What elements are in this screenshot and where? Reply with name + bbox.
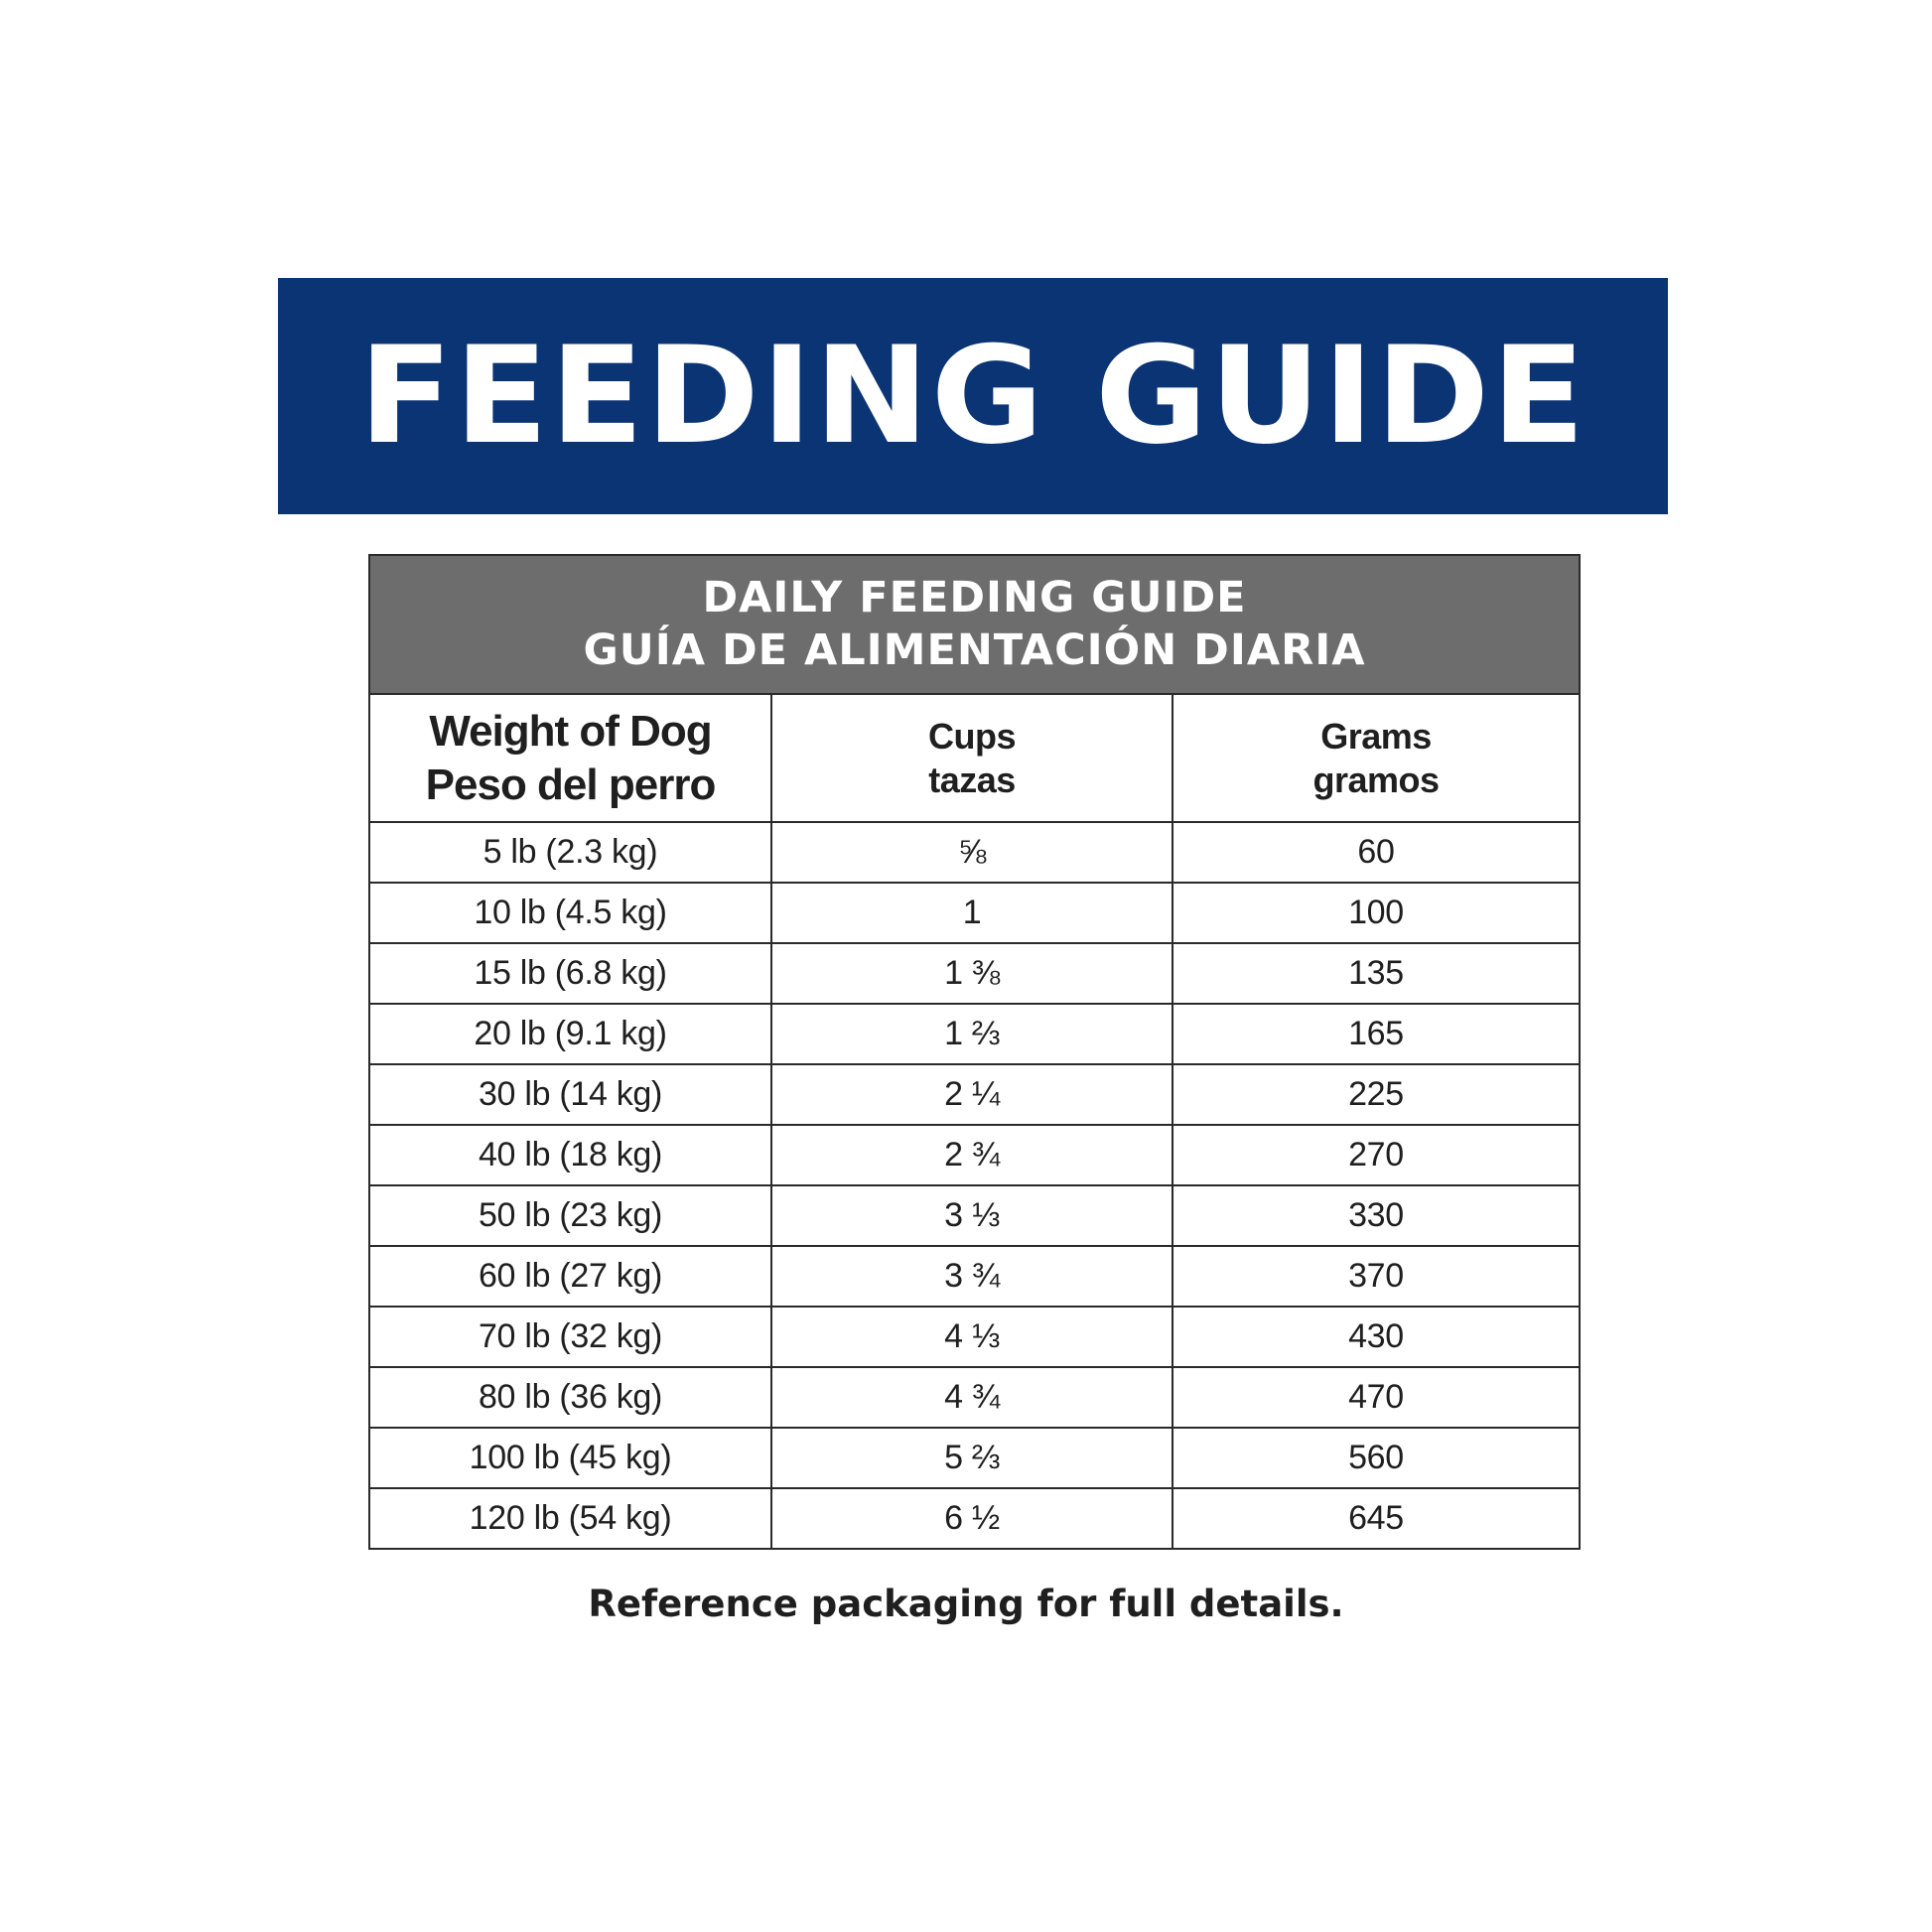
- table-row: [369, 1064, 1580, 1125]
- weight-cell: 70 lb (32 kg): [369, 1307, 771, 1367]
- table-row: [369, 1428, 1580, 1488]
- grams-cell: 330: [1173, 1185, 1580, 1246]
- cups-cell: 4 ¾: [771, 1367, 1173, 1428]
- table-row: [369, 822, 1580, 883]
- column-header-grams-en: Grams: [1320, 715, 1432, 757]
- cups-cell: 2 ¾: [771, 1125, 1173, 1185]
- column-header-cups: [771, 694, 1173, 822]
- table-row: [369, 943, 1580, 1004]
- column-header-weight-es: Peso del perro: [425, 759, 716, 809]
- table-title: [369, 555, 1580, 694]
- column-header-row: [369, 694, 1580, 822]
- cups-cell: 5 ⅔: [771, 1428, 1173, 1488]
- table-title-english: DAILY FEEDING GUIDE: [702, 573, 1247, 622]
- table-row: [369, 1185, 1580, 1246]
- weight-cell: 20 lb (9.1 kg): [369, 1004, 771, 1064]
- grams-cell: 60: [1173, 822, 1580, 883]
- column-header-cups-es: tazas: [928, 759, 1016, 800]
- footer-note: Reference packaging for full details.: [588, 1583, 1344, 1625]
- column-header-grams: [1173, 694, 1580, 822]
- table-title-row: [369, 555, 1580, 694]
- table-row: [369, 1367, 1580, 1428]
- grams-cell: 165: [1173, 1004, 1580, 1064]
- weight-cell: 10 lb (4.5 kg): [369, 883, 771, 943]
- grams-cell: 645: [1173, 1488, 1580, 1549]
- cups-cell: 1 ⅔: [771, 1004, 1173, 1064]
- table-row: [369, 1307, 1580, 1367]
- grams-cell: 370: [1173, 1246, 1580, 1307]
- cups-cell: 2 ¼: [771, 1064, 1173, 1125]
- weight-cell: 120 lb (54 kg): [369, 1488, 771, 1549]
- weight-cell: 5 lb (2.3 kg): [369, 822, 771, 883]
- grams-cell: 225: [1173, 1064, 1580, 1125]
- weight-cell: 50 lb (23 kg): [369, 1185, 771, 1246]
- table-row: [369, 1004, 1580, 1064]
- grams-cell: 560: [1173, 1428, 1580, 1488]
- cups-cell: 6 ½: [771, 1488, 1173, 1549]
- cups-cell: 1: [771, 883, 1173, 943]
- feeding-guide-banner: [278, 278, 1668, 514]
- column-header-weight: [369, 694, 771, 822]
- daily-feeding-guide-table: [368, 554, 1581, 1550]
- column-header-grams-es: gramos: [1312, 759, 1440, 800]
- grams-cell: 135: [1173, 943, 1580, 1004]
- weight-cell: 100 lb (45 kg): [369, 1428, 771, 1488]
- weight-cell: 15 lb (6.8 kg): [369, 943, 771, 1004]
- table-title-spanish: GUÍA DE ALIMENTACIÓN DIARIA: [583, 625, 1366, 675]
- table-row: [369, 1488, 1580, 1549]
- grams-cell: 270: [1173, 1125, 1580, 1185]
- weight-cell: 80 lb (36 kg): [369, 1367, 771, 1428]
- weight-cell: 60 lb (27 kg): [369, 1246, 771, 1307]
- table-row: [369, 1125, 1580, 1185]
- grams-cell: 470: [1173, 1367, 1580, 1428]
- cups-cell: 1 ⅜: [771, 943, 1173, 1004]
- banner-title: FEEDING GUIDE: [358, 317, 1587, 475]
- weight-cell: 40 lb (18 kg): [369, 1125, 771, 1185]
- grams-cell: 100: [1173, 883, 1580, 943]
- column-header-weight-en: Weight of Dog: [429, 706, 712, 756]
- weight-cell: 30 lb (14 kg): [369, 1064, 771, 1125]
- column-header-cups-en: Cups: [928, 715, 1016, 757]
- table-row: [369, 1246, 1580, 1307]
- cups-cell: 3 ⅓: [771, 1185, 1173, 1246]
- cups-cell: 4 ⅓: [771, 1307, 1173, 1367]
- cups-cell: ⅝: [771, 822, 1173, 883]
- table-row: [369, 883, 1580, 943]
- cups-cell: 3 ¾: [771, 1246, 1173, 1307]
- grams-cell: 430: [1173, 1307, 1580, 1367]
